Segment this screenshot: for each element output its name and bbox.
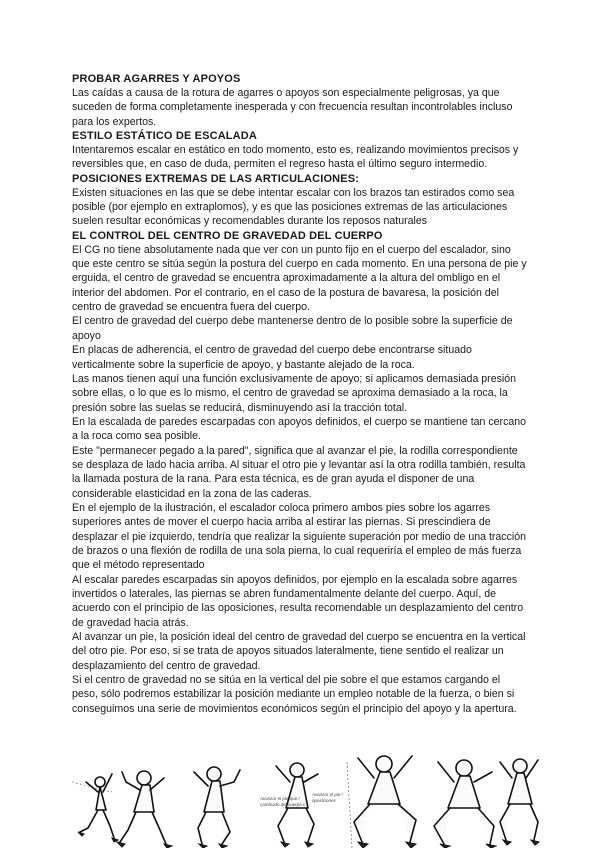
climber-figure-1 [72, 774, 118, 842]
section-heading: POSICIONES EXTREMAS DE LAS ARTICULACIONES: [72, 172, 360, 185]
paragraph: Las manos tienen aquí una función exclusivamente de apoyo; si aplicamos demasiada presión sobre ellas, o lo que es lo mismo, el centro de gravedad se aproxima demasiado a la roca, la presión sobre las suelas se reducirá, disminuyendo así la tracción total. [72, 372, 517, 414]
climber-figure-6 [434, 760, 496, 848]
illustration-caption-left: Avanzar el pie que / cambiado del cuerpo c [260, 796, 306, 807]
section-posiciones-extremas [72, 172, 527, 229]
paragraph: Si el centro de gravedad no se sitúa en la vertical del pie sobre el que estamos cargando el peso, sólo podremos estabilizar la posición mediante un empleo notable de la fuerza, o bien si conseguimos una serie de movimientos económicos según el principio del apoyo y la apertura. [72, 674, 517, 715]
climber-figure-7 [500, 759, 539, 845]
section-heading: ESTILO ESTÁTICO DE ESCALADA [72, 130, 257, 143]
paragraph: Las caídas a causa de la rotura de agarres o apoyos son especialmente peligrosas, ya que suceden de forma completamente inesperada y con frecuencia resultan incontrolables incluso para los expertos. [72, 87, 513, 128]
paragraph: Intentaremos escalar en estático en todo momento, esto es, realizando movimientos precisos y reversibles que, en caso de duda, permiten el regreso hasta el último seguro intermedio. [72, 144, 519, 171]
paragraph: En la escalada de paredes escarpadas con apoyos definidos, el cuerpo se mantiene tan cercano a la roca como sea posible. [72, 415, 527, 443]
section-centro-gravedad [72, 229, 527, 716]
paragraph: Al escalar paredes escarpadas sin apoyos definidos, por ejemplo en la escalada sobre agarres invertidos o laterales, las piernas se abren fundamentalmente delante del cuerpo. Aquí, de acuerdo con el principio de las oposiciones, resulta recomendable un desplazamiento del centro de gravedad hacia atrás. [72, 573, 524, 629]
climber-illustration [72, 752, 542, 848]
paragraph: Existen situaciones en las que se debe intentar escalar con los brazos tan estirados como sea posible (por ejemplo en extraplomos), y es que las posiciones extremas de las articulaciones suelen resultar económicas y recomendables durante los reposos naturales [72, 186, 515, 228]
paragraph: Al avanzar un pie, la posición ideal del centro de gravedad del cuerpo se encuentra en la vertical del otro pie. Por eso, si se trata de apoyos situados lateralmente, tiene sentido el realizar un desplazamiento del centro de gravedad. [72, 631, 526, 672]
paragraph: Este "permanecer pegado a la pared", significa que al avanzar el pie, la rodilla correspondiente se desplaza de lado hacia arriba. Al situar el otro pie y levantar así la otra rodilla también, resulta la llamada postura de la rana. Para esta técnica, es de gran ayuda el disponer de una considerable elasticidad en la zona de las caderas. [72, 444, 526, 500]
climber-figure-5 [347, 756, 416, 848]
section-estilo-estatico [72, 129, 527, 172]
section-heading: PROBAR AGARRES Y APOYOS [72, 73, 241, 85]
climber-figure-3 [194, 767, 240, 848]
document-body [72, 72, 527, 716]
paragraph: En el ejemplo de la ilustración, el escalador coloca primero ambos pies sobre los agarres superiores antes de mover el cuerpo hacia arriba al estirar las piernas. Si prescindiera de desplazar el pie izquierdo, tendría que realizar la siguiente superación por medio de una tracción de brazos o una flexión de rodilla de una sola pierna, lo cual requeriría el empleo de más fuerza que el método representado [72, 501, 527, 572]
illustration-caption-right: Avanzar el pie / oposiciones [312, 792, 343, 803]
climber-figure-2 [117, 771, 172, 848]
section-heading: EL CONTROL DEL CENTRO DE GRAVEDAD DEL CUERPO [72, 229, 383, 242]
paragraph: El centro de gravedad del cuerpo debe mantenerse dentro de lo posible sobre la superficie de apoyo [72, 315, 513, 342]
paragraph: En placas de adherencia, el centro de gravedad del cuerpo debe encontrarse situado verticalmente sobre la superficie de apoyo, y bastante alejado de la roca. [72, 344, 472, 371]
paragraph: El CG no tiene absolutamente nada que ver con un punto fijo en el cuerpo del escalador, sino que este centro se sitúa según la postura del cuerpo en cada momento. En una persona de pie y erguida, el centro de gravedad se encuentra aproximadamente a la altura del ombligo en el interior del abdomen. Por el contrario, en el caso de la postura de bavaresa, la posición del centro de gravedad se encuentra fuera del cuerpo. [72, 243, 527, 314]
section-probar-agarres [72, 72, 527, 129]
